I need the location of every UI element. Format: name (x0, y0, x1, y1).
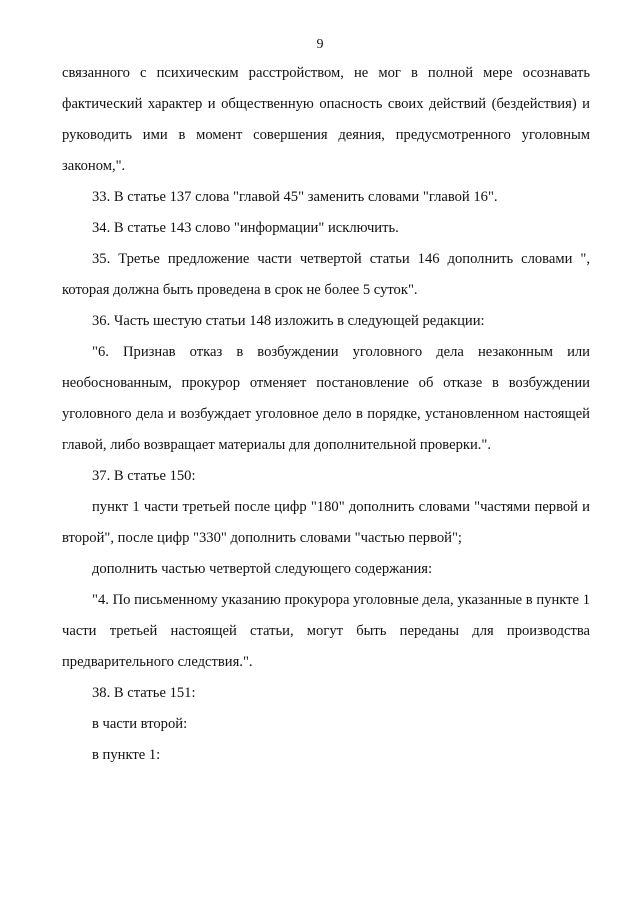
paragraph-item-37: 37. В статье 150: (92, 468, 196, 484)
paragraph-quote-4: "4. По письменному указанию прокурора уголовные дела, указанные в пункте 1 части третьей настоящей статьи, могут быть переданы для производства предварительного следствия.". (62, 592, 590, 670)
paragraph-quote-6: "6. Признав отказ в возбуждении уголовного дела незаконным или необоснованным, прокурор отменяет постановление об отказе в возбуждении уголовного дела и возбуждает уголовное дело в порядке, установленном настоящей главой, либо возвращает материалы для дополнительной проверки.". (62, 344, 590, 453)
paragraph-part-two: в части второй: (92, 716, 188, 732)
paragraph-continuation: связанного с психическим расстройством, не мог в полной мере осознавать фактический характер и общественную опасность своих действий (бездействия) и руководить ими в момент совершения деяния, предусмотренного уголовным законом,". (62, 65, 590, 174)
paragraph-item-35: 35. Третье предложение части четвертой статьи 146 дополнить словами ", которая должна быть проведена в срок не более 5 суток". (62, 251, 590, 298)
paragraph-item-34: 34. В статье 143 слово "информации" исключить. (92, 220, 399, 236)
page-number: 9 (316, 37, 324, 52)
document-body (62, 58, 590, 771)
paragraph-item-37-point-1: пункт 1 части третьей после цифр "180" дополнить словами "частями первой и второй", после цифр "330" дополнить словами "частью первой"; (62, 499, 590, 546)
paragraph-item-33: 33. В статье 137 слова "главой 45" заменить словами "главой 16". (92, 189, 498, 205)
paragraph-item-37-add-part-4: дополнить частью четвертой следующего содержания: (92, 561, 433, 577)
paragraph-item-36: 36. Часть шестую статьи 148 изложить в следующей редакции: (92, 313, 485, 329)
paragraph-point-1: в пункте 1: (92, 747, 161, 763)
paragraph-item-38: 38. В статье 151: (92, 685, 196, 701)
